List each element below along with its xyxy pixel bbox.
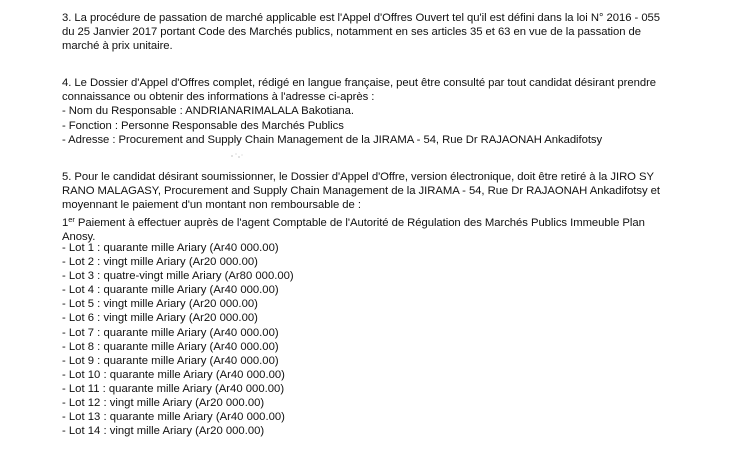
- list-item: - Lot 11 : quarante mille Ariary (Ar40 000.00): [62, 382, 285, 395]
- section-4-line: connaissance ou obtenir des informations à l'adresse ci-après :: [62, 91, 375, 104]
- list-item: - Lot 6 : vingt mille Ariary (Ar20 000.00): [62, 312, 258, 325]
- section-5-line: moyennant le paiement d'un montant non remboursable de :: [62, 199, 361, 212]
- payment-text: Paiement à effectuer auprès de l'agent Comptable de l'Autorité de Régulation des Marchés Publics Immeuble Plan: [74, 216, 645, 229]
- list-item: - Lot 1 : quarante mille Ariary (Ar40 000.00): [62, 242, 279, 254]
- section-3-line: marché à prix unitaire.: [62, 40, 173, 53]
- payment-number: 1: [62, 216, 69, 229]
- section-5-line: 5. Pour le candidat désirant soumissionner, le Dossier d'Appel d'Offre, version électronique, doit être retiré à la JIRO SY: [62, 171, 654, 183]
- list-item: - Lot 2 : vingt mille Ariary (Ar20 000.00): [62, 256, 258, 269]
- list-item: - Lot 8 : quarante mille Ariary (Ar40 000.00): [62, 340, 279, 353]
- list-item: - Lot 7 : quarante mille Ariary (Ar40 000.00): [62, 326, 279, 339]
- scan-speck-icon: [230, 152, 244, 160]
- list-item: - Lot 10 : quarante mille Ariary (Ar40 000.00): [62, 368, 285, 381]
- responsible-name: - Nom du Responsable : ANDRIANARIMALALA Bakotiana.: [62, 105, 354, 118]
- payment-line: [62, 213, 734, 230]
- section-5-line: RANO MALAGASY, Procurement and Supply Chain Management de la JIRAMA - 54, Rue Dr RAJAONAH Ankadifotsy et: [62, 185, 660, 198]
- payment-superscript: er: [68, 214, 75, 224]
- section-4-dossier-consultation: [62, 76, 734, 147]
- payment-line-2: Anosy.: [62, 230, 96, 243]
- responsible-function: - Fonction : Personne Responsable des Marchés Publics: [62, 119, 344, 132]
- list-item: - Lot 12 : vingt mille Ariary (Ar20 000.00): [62, 397, 265, 410]
- list-item: - Lot 9 : quarante mille Ariary (Ar40 000.00): [62, 354, 279, 367]
- section-3-procedure: [62, 11, 734, 54]
- section-5-submission: [62, 170, 734, 244]
- lot-list: [62, 241, 462, 438]
- responsible-address: - Adresse : Procurement and Supply Chain Management de la JIRAMA - 54, Rue Dr RAJAONAH Ankadifotsy: [62, 133, 603, 146]
- section-3-line: 3. La procédure de passation de marché applicable est l'Appel d'Offres Ouvert tel qu'il est défini dans la loi N° 2016 - 055: [62, 12, 661, 24]
- section-3-line: du 25 Janvier 2017 portant Code des Marchés publics, notamment en ses articles 35 et 63 en vue de la passation de: [62, 26, 642, 39]
- list-item: - Lot 14 : vingt mille Ariary (Ar20 000.00): [62, 425, 265, 438]
- list-item: - Lot 13 : quarante mille Ariary (Ar40 000.00): [62, 411, 285, 424]
- section-4-line: 4. Le Dossier d'Appel d'Offres complet, rédigé en langue française, peut être consulté par tout candidat désirant prendre: [62, 77, 657, 89]
- list-item: - Lot 4 : quarante mille Ariary (Ar40 000.00): [62, 284, 279, 297]
- list-item: - Lot 5 : vingt mille Ariary (Ar20 000.00): [62, 298, 258, 311]
- list-item: - Lot 3 : quatre-vingt mille Ariary (Ar80 000.00): [62, 270, 294, 283]
